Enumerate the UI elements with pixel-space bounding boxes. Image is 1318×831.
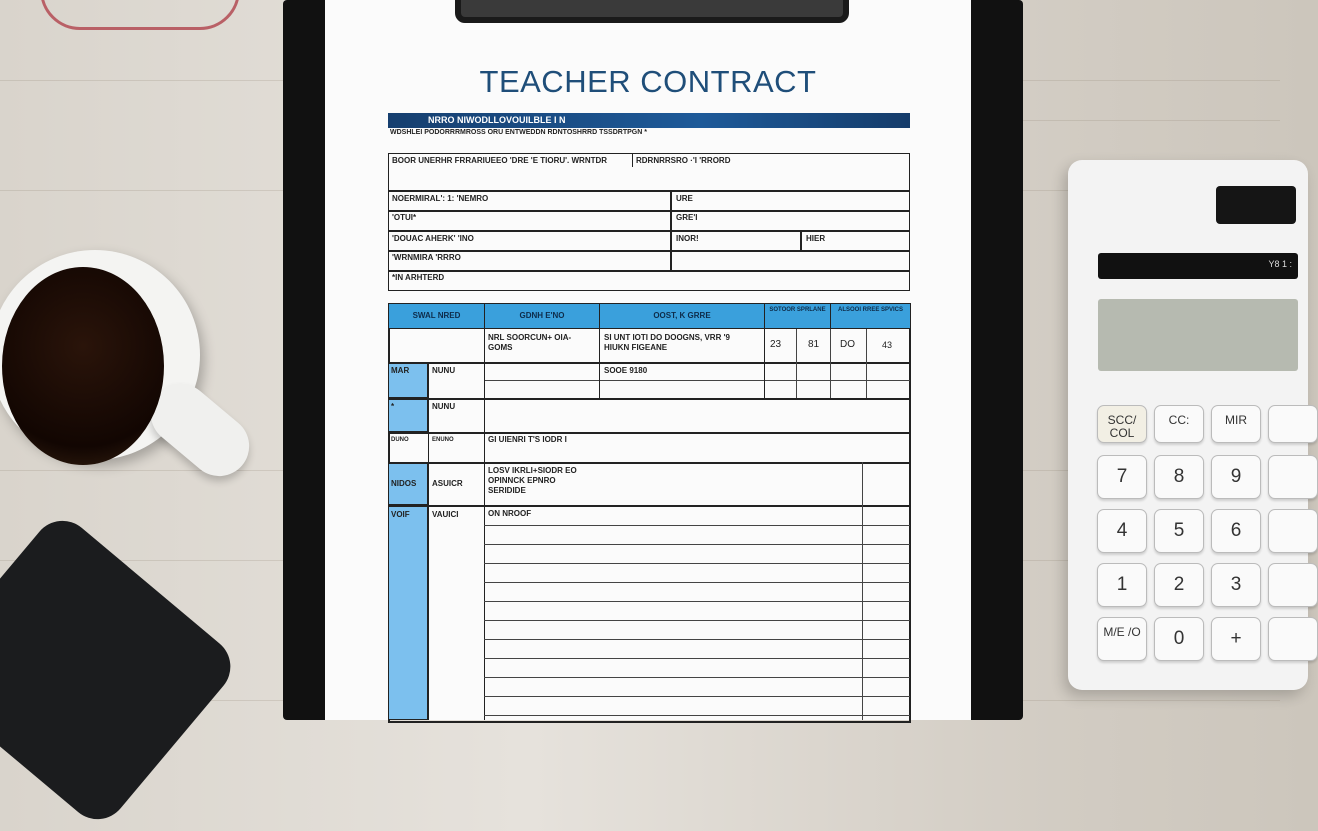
clipboard-clip — [455, 0, 849, 23]
table-cell: ASUICR — [432, 479, 463, 488]
table-cell: GI UIENRI T'S IODR I — [488, 435, 567, 444]
table-cell: NIDOS — [391, 479, 417, 488]
field-label: 'OTUI* — [392, 213, 417, 222]
eyeglasses — [40, 0, 240, 30]
table-cell: NRL SOORCUN+ OIA-GOMS — [488, 333, 572, 352]
calculator-key[interactable]: SCC/ COL — [1097, 405, 1147, 443]
calculator-key[interactable]: 2 — [1154, 563, 1204, 607]
table-header: SWAL NRED — [388, 303, 485, 329]
table-cell: SOOE 9180 — [604, 366, 648, 375]
ruled-line — [484, 544, 910, 545]
table-header: OOST, K GRRE — [599, 303, 765, 329]
table-cell: LOSV IKRLI+SIODR EO OPINNCK EPNRO SERIDIDE — [488, 466, 577, 495]
table-cell: 23 — [770, 339, 782, 350]
table-cell: NUNU — [432, 366, 456, 375]
ruled-line — [484, 696, 910, 697]
field-label: URE — [676, 194, 693, 203]
field-label: NOERMIRAL': 1: 'NEMRO — [392, 194, 489, 203]
ruled-line — [484, 658, 910, 659]
table-cell: DO — [840, 339, 855, 350]
ruled-line — [484, 525, 910, 526]
field-label: BOOR UNERHR FRRARIUEEO 'DRE 'E TIORU'. WRNTDR — [392, 156, 608, 165]
calculator-key[interactable]: 6 — [1211, 509, 1261, 553]
table-cell: NUNU — [432, 402, 456, 411]
table-cell: ENUNO — [432, 437, 454, 443]
table-cell: DUNO — [391, 437, 409, 443]
ruled-line — [484, 620, 910, 621]
ruled-line — [484, 601, 910, 602]
schedule-table — [388, 303, 911, 723]
table-header: ALSOOI RREE SPVICS — [830, 303, 911, 329]
coffee — [2, 267, 164, 465]
calculator-key[interactable]: 4 — [1097, 509, 1147, 553]
calculator-key[interactable]: + — [1211, 617, 1261, 661]
field-label: GRE'I — [676, 213, 698, 222]
table-cell: SI UNT IOTI DO DOOGNS, VRR '9 HIUKN FIGEANE — [604, 333, 730, 352]
table-cell: ON NROOF — [488, 509, 532, 518]
calculator-key[interactable] — [1268, 405, 1318, 443]
field-label: INOR! — [676, 234, 699, 243]
form-header-bar: NRRO NIWODLLOVOUILBLE I N — [388, 113, 910, 128]
field-label: RDRNRRSRO ·'I 'RRORD — [636, 156, 731, 165]
calculator-key[interactable]: 3 — [1211, 563, 1261, 607]
document-title: TEACHER CONTRACT — [479, 64, 817, 99]
phone — [0, 509, 243, 831]
calculator-key[interactable] — [1268, 563, 1318, 607]
calculator-key[interactable]: MIR — [1211, 405, 1261, 443]
calculator-display — [1098, 299, 1298, 371]
calculator-key[interactable]: CC: — [1154, 405, 1204, 443]
calculator-key[interactable] — [1268, 617, 1318, 661]
field-label: *IN ARHTERD — [392, 273, 445, 282]
calculator-key[interactable]: 8 — [1154, 455, 1204, 499]
calculator-key[interactable]: M/E /O — [1097, 617, 1147, 661]
solar-panel — [1216, 186, 1296, 224]
calculator-key[interactable]: 5 — [1154, 509, 1204, 553]
calculator-key[interactable]: 1 — [1097, 563, 1147, 607]
ruled-line — [484, 677, 910, 678]
calculator-key[interactable] — [1268, 455, 1318, 499]
ruled-line — [484, 715, 910, 716]
calculator-key[interactable]: 7 — [1097, 455, 1147, 499]
table-header: SOTOOR SPRLANE — [764, 303, 831, 329]
calculator-key[interactable]: 0 — [1154, 617, 1204, 661]
table-cell: * — [391, 402, 395, 411]
ruled-line — [484, 563, 910, 564]
table-cell: VOIF — [391, 510, 410, 519]
field-label: 'DOUAC AHERK' 'INO — [392, 234, 474, 243]
field-label: 'WRNMIRA 'RRRO — [392, 253, 461, 262]
calculator-key[interactable]: 9 — [1211, 455, 1261, 499]
table-cell: 81 — [808, 339, 820, 350]
table-cell: VAUICI — [432, 510, 459, 519]
display-band: Y8 1 : — [1098, 253, 1298, 279]
field-label: HIER — [806, 234, 826, 243]
table-cell: MAR — [391, 366, 410, 375]
calculator-key[interactable] — [1268, 509, 1318, 553]
form-subline: WDSHLEI PODORRRMROSS ORU ENTWEDDN RDNTOSHRRD TSSDRTPGN * — [390, 129, 647, 136]
ruled-line — [484, 582, 910, 583]
table-cell: 43 — [882, 340, 893, 350]
table-header: GDNH E'NO — [484, 303, 600, 329]
ruled-line — [484, 639, 910, 640]
